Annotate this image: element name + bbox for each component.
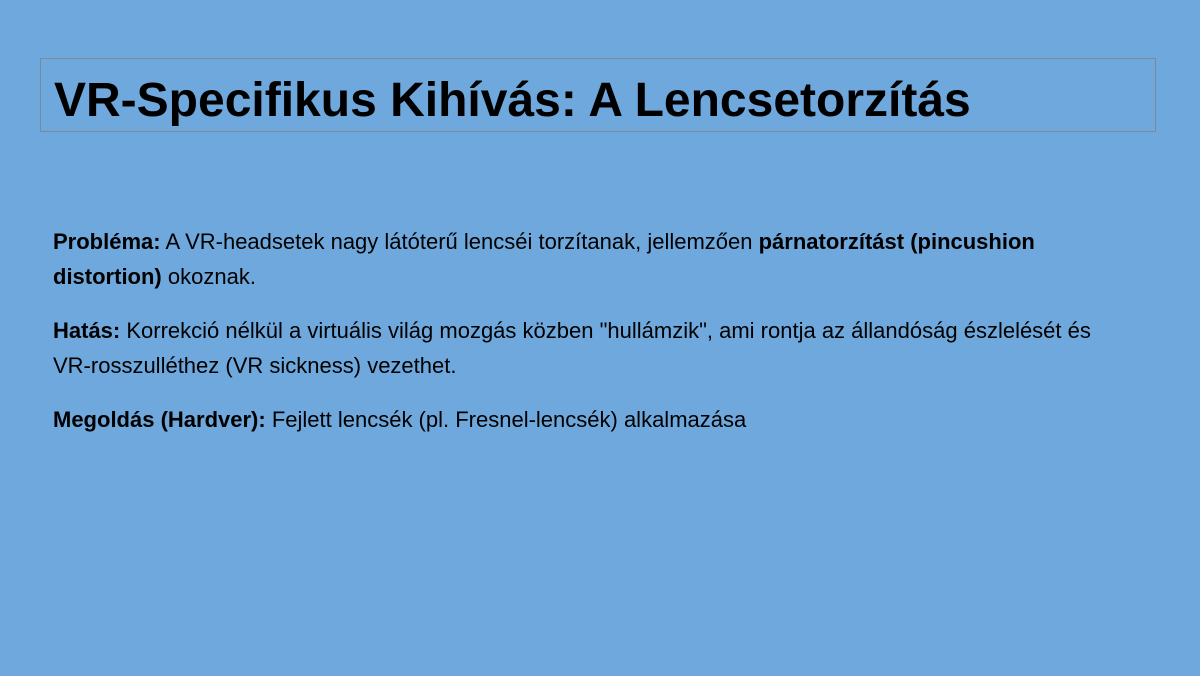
effect-label: Hatás: <box>53 318 121 343</box>
effect-text: Korrekció nélkül a virtuális világ mozgás közben "hullámzik", ami rontja az állandóság észlelését és VR-rosszulléthez (VR sickness) vezethet. <box>53 318 1091 378</box>
paragraph-solution <box>53 402 1113 437</box>
problem-label: Probléma: <box>53 229 161 254</box>
solution-label: Megoldás (Hardver): <box>53 407 266 432</box>
paragraph-problem <box>53 224 1113 294</box>
slide-title: VR-Specifikus Kihívás: A Lencsetorzítás <box>54 74 971 127</box>
problem-text: A VR-headsetek nagy látóterű lencséi torzítanak, jellemzően <box>160 229 759 254</box>
solution-text: Fejlett lencsék (pl. Fresnel-lencsék) alkalmazása <box>265 407 747 432</box>
paragraph-effect <box>53 313 1113 383</box>
problem-bold-term: párnatorzítást (pincushion distortion) <box>53 229 1035 289</box>
body-text-box[interactable] <box>53 224 1113 456</box>
problem-text-end: okoznak. <box>161 264 256 289</box>
title-box[interactable] <box>40 58 1156 132</box>
